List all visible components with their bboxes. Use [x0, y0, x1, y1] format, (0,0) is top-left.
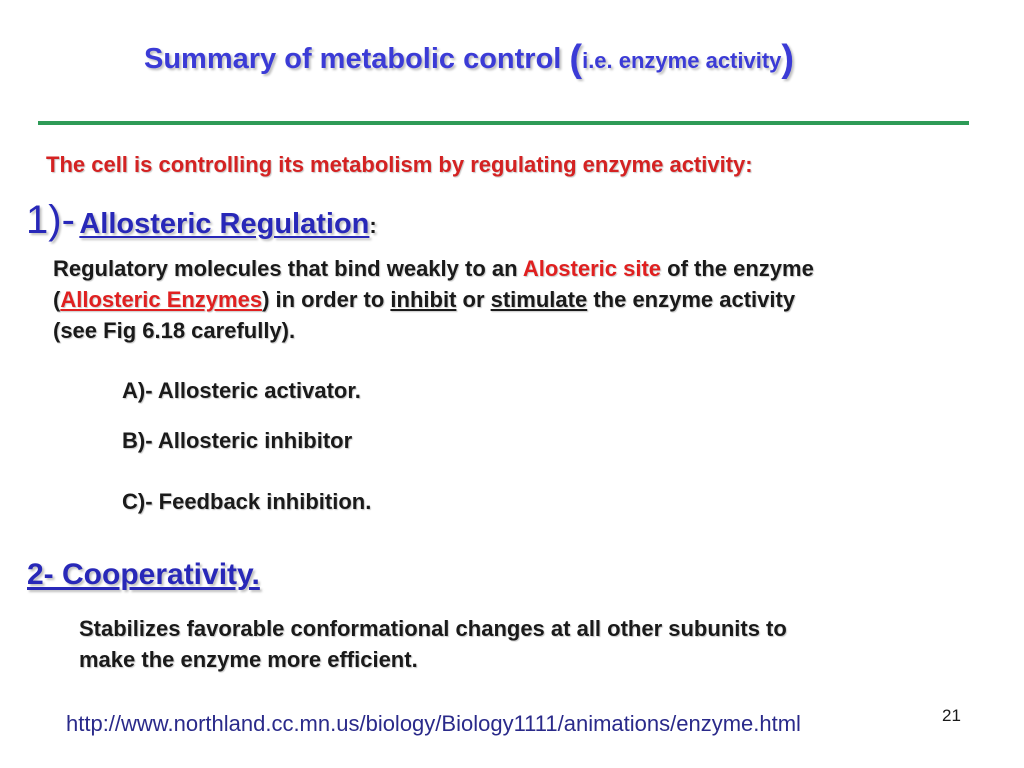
- section2-heading: 2- Cooperativity.: [27, 558, 260, 591]
- page-number: 21: [942, 706, 961, 725]
- line2-open: (: [53, 287, 61, 312]
- line2-text-a: ) in order to: [262, 287, 391, 312]
- line1-text-a: Regulatory molecules that bind weakly to an: [53, 256, 523, 281]
- section2-line1: Stabilizes favorable conformational changes at all other subunits to: [79, 616, 787, 641]
- section1-label: Allosteric Regulation: [79, 208, 370, 240]
- list-item-feedback-inhibition: C)- Feedback inhibition.: [122, 489, 372, 514]
- section1-heading: [26, 198, 377, 243]
- allosteric-enzymes-highlight: Allosteric Enzymes: [60, 287, 263, 312]
- alosteric-site-highlight: Alosteric site: [522, 256, 662, 281]
- title-main: Summary of metabolic control: [144, 43, 562, 75]
- section1-line2: [53, 287, 795, 313]
- slide-title: [144, 38, 794, 81]
- section1-colon: :: [369, 213, 377, 238]
- title-divider: [38, 121, 969, 125]
- line1-text-b: of the enzyme: [661, 256, 814, 281]
- list-item-allosteric-inhibitor: B)- Allosteric inhibitor: [122, 428, 353, 453]
- section1-line3: (see Fig 6.18 carefully).: [53, 318, 296, 343]
- intro-text: The cell is controlling its metabolism by regulating enzyme activity:: [46, 152, 753, 177]
- inhibit-word: inhibit: [390, 287, 457, 312]
- list-item-allosteric-activator: A)- Allosteric activator.: [122, 378, 361, 403]
- title-open-paren: (: [569, 38, 583, 80]
- line2-text-b: the enzyme activity: [587, 287, 796, 312]
- section1-line1: [53, 256, 814, 282]
- title-paren-text: i.e. enzyme activity: [582, 48, 782, 73]
- reference-url[interactable]: http://www.northland.cc.mn.us/biology/Biology1111/animations/enzyme.html: [66, 711, 801, 736]
- section2-line2: make the enzyme more efficient.: [79, 647, 418, 672]
- title-close-paren: ): [781, 38, 795, 80]
- section1-number: 1)-: [26, 198, 75, 242]
- line2-or: or: [456, 287, 491, 312]
- stimulate-word: stimulate: [490, 287, 588, 312]
